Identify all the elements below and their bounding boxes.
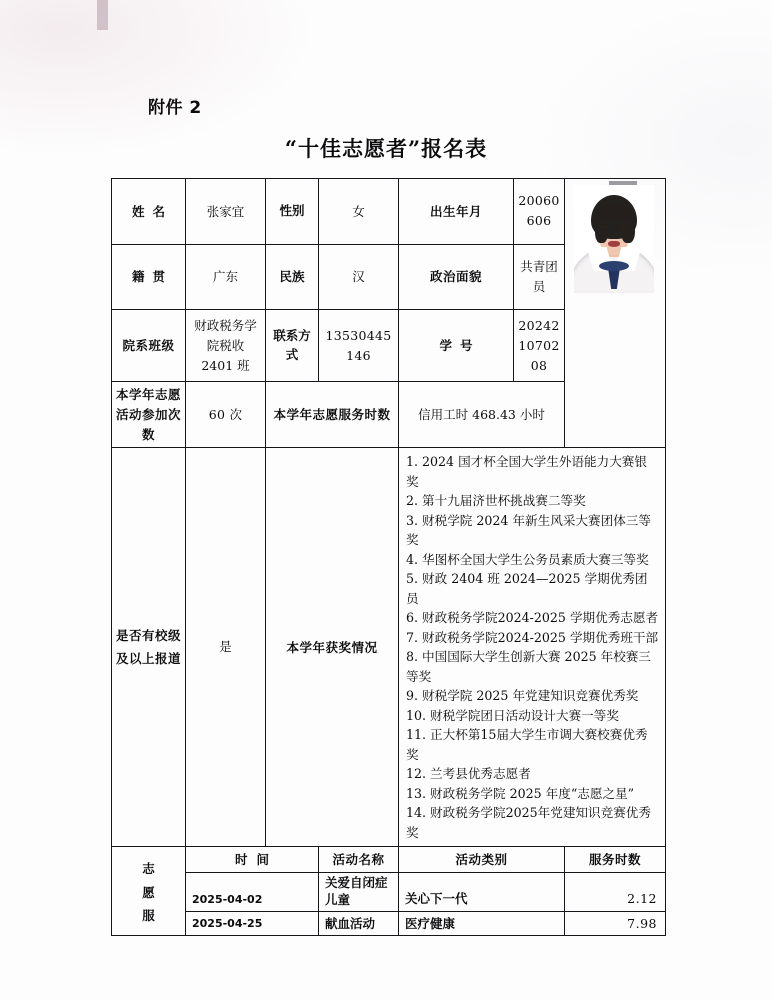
service-header-hours: 服务时数 [565,847,666,873]
photo-bowtie [599,261,629,271]
value-service-hours: 信用工时 468.43 小时 [399,382,565,448]
label-name: 姓名 [112,179,186,245]
photo-eye-right [619,225,626,229]
scan-artifact [97,0,108,30]
service-table-header-row [112,847,666,873]
label-media-coverage: 是否有校级及以上报道 [112,448,186,847]
label-activity-count: 本学年志愿活动参加次数 [112,382,186,448]
label-hometown: 籍贯 [112,244,186,310]
service-header-category: 活动类别 [399,847,565,873]
award-item: 8. 中国国际大学生创新大赛 2025 年校赛三等奖 [406,649,651,684]
label-student-id: 学号 [399,310,514,382]
award-item: 5. 财政 2404 班 2024—2025 学期优秀团员 [406,571,648,606]
label-birth-date: 出生年月 [399,179,514,245]
service-activity: 关爱自闭症儿童 [319,873,399,912]
attachment-label: 附件 2 [148,98,202,118]
label-service-hours: 本学年志愿服务时数 [266,382,399,448]
service-date: 2025-04-02 [186,873,319,912]
award-item: 1. 2024 国才杯全国大学生外语能力大赛银奖 [406,454,647,489]
value-gender: 女 [319,179,399,245]
label-awards: 本学年获奖情况 [266,448,399,847]
photo-fringe [595,204,633,220]
label-gender: 性别 [266,179,319,245]
photo-mouth [608,241,620,247]
award-item: 11. 正大杯第15届大学生市调大赛校赛优秀奖 [406,727,648,762]
award-item: 7. 财政税务学院2024-2025 学期优秀班干部 [406,629,659,645]
table-row-awards [112,448,666,847]
table-row-name [112,179,666,245]
award-item: 6. 财政税务学院2024-2025 学期优秀志愿者 [406,610,659,626]
service-date: 2025-04-25 [186,912,319,936]
service-category: 关心下一代 [399,873,565,912]
value-ethnicity: 汉 [319,244,399,310]
label-department-class: 院系班级 [112,310,186,382]
registration-form-table [111,178,666,936]
label-ethnicity: 民族 [266,244,319,310]
value-student-id: 202421070208 [514,310,565,382]
value-media-coverage: 是 [186,448,266,847]
award-item: 13. 财政税务学院 2025 年度“志愿之星” [406,785,635,801]
value-name: 张家宜 [186,179,266,245]
service-side-label [112,847,186,936]
photo-cell [565,179,666,448]
service-header-time: 时间 [186,847,319,873]
service-hours: 2.12 [565,873,666,912]
value-activity-count: 60 次 [186,382,266,448]
award-item: 9. 财税学院 2025 年党建知识竞赛优秀奖 [406,688,639,704]
service-side-label-text: 志愿服 [142,860,155,924]
service-hours: 7.98 [565,912,666,936]
award-item: 10. 财税学院团日活动设计大赛一等奖 [406,707,619,723]
service-table-row [112,912,666,936]
award-item: 2. 第十九届济世杯挑战赛二等奖 [406,493,586,509]
awards-list [399,448,666,847]
photo-eye-left [601,225,608,229]
service-category: 医疗健康 [399,912,565,936]
award-item: 3. 财税学院 2024 年新生风采大赛团体三等奖 [406,512,651,548]
value-birth-date: 20060606 [514,179,565,245]
service-table-row [112,873,666,912]
value-contact: 13530445146 [319,310,399,382]
label-political-status: 政治面貌 [399,244,514,310]
award-item: 12. 兰考县优秀志愿者 [406,766,531,782]
id-photo [574,185,654,293]
service-activity: 献血活动 [319,912,399,936]
value-political-status: 共青团员 [514,244,565,310]
award-item: 14. 财政税务学院2025年党建知识竞赛优秀奖 [406,805,651,840]
label-contact: 联系方式 [266,310,319,382]
value-department-class: 财政税务学院税收 2401 班 [186,310,266,382]
award-item: 4. 华图杯全国大学生公务员素质大赛三等奖 [406,551,649,567]
service-header-activity: 活动名称 [319,847,399,873]
page-title: “十佳志愿者”报名表 [284,136,488,161]
value-hometown: 广东 [186,244,266,310]
photo-frame [565,179,665,447]
